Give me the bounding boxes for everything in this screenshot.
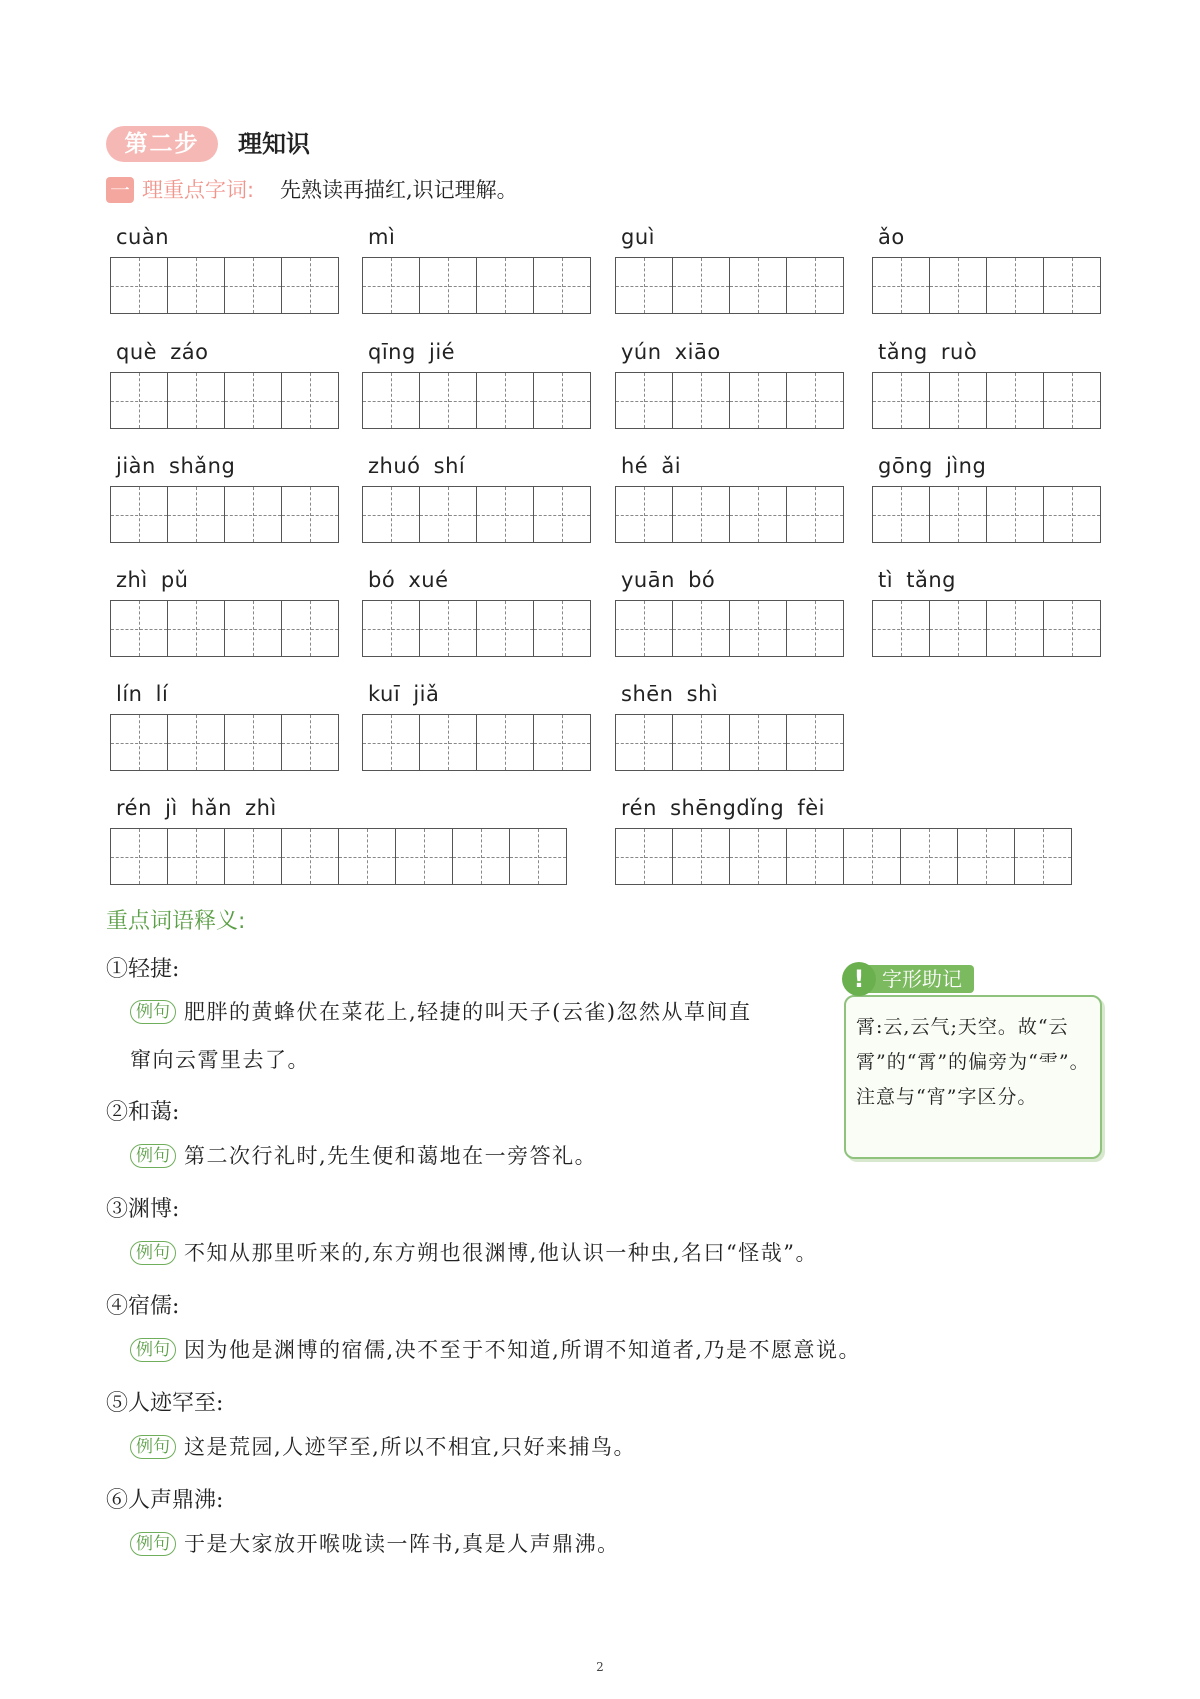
pinyin-label: què záo [116,340,209,364]
example-text: 这是荒园,人迹罕至,所以不相宜,只好来捕鸟。 [184,1435,637,1459]
example-text: 第二次行礼时,先生便和蔼地在一旁答礼。 [184,1144,598,1168]
section-instruction: 先熟读再描红,识记理解。 [280,178,518,202]
example-badge: 例句 [130,1338,176,1362]
pinyin-label: lín lí [116,682,169,706]
step-title: 理知识 [238,130,310,158]
pinyin-label: yún xiāo [621,340,721,364]
writing-grid[interactable] [615,257,844,314]
writing-grid[interactable] [110,600,339,657]
example-badge: 例句 [130,1000,176,1024]
writing-grid[interactable] [872,486,1101,543]
writing-grid[interactable] [615,372,844,429]
example-text: 于是大家放开喉咙读一阵书,真是人声鼎沸。 [184,1532,620,1556]
writing-grid[interactable] [362,257,591,314]
example-badge: 例句 [130,1144,176,1168]
pinyin-label: guì [621,225,655,249]
term-title: ①轻捷: [106,957,180,982]
term-title: ⑤人迹罕至: [106,1391,224,1416]
pinyin-label: ǎo [878,225,905,249]
tip-label: 字形助记 [860,965,974,993]
example-badge: 例句 [130,1532,176,1556]
pinyin-label: qīng jié [368,340,456,364]
example-badge: 例句 [130,1241,176,1265]
pinyin-label: rén shēngdǐng fèi [621,796,826,820]
writing-grid[interactable] [615,486,844,543]
writing-grid[interactable] [110,828,567,885]
pinyin-label: mì [368,225,396,249]
pinyin-label: bó xué [368,568,449,592]
example-text: 因为他是渊博的宿儒,决不至于不知道,所谓不知道者,乃是不愿意说。 [184,1338,862,1362]
writing-grid[interactable] [362,486,591,543]
example-sentence [130,1229,818,1277]
writing-grid[interactable] [110,372,339,429]
writing-grid[interactable] [362,372,591,429]
term-title: ⑥人声鼎沸: [106,1488,224,1513]
writing-grid[interactable] [110,486,339,543]
pinyin-label: hé ǎi [621,454,682,478]
term-title: ③渊博: [106,1197,180,1222]
pinyin-label: tǎng ruò [878,340,978,364]
pinyin-label: zhuó shí [368,454,466,478]
example-sentence [130,1520,620,1568]
writing-grid[interactable] [872,600,1101,657]
pinyin-label: rén jì hǎn zhì [116,796,277,820]
example-sentence [130,1423,636,1471]
example-text: 肥胖的黄蜂伏在菜花上,轻捷的叫天子(云雀)忽然从草间直 [184,1000,752,1024]
definitions-heading: 重点词语释义: [106,909,246,934]
writing-grid[interactable] [110,257,339,314]
term-title: ④宿儒: [106,1294,180,1319]
section-number: 一 [106,177,134,203]
example-text: 窜向云霄里去了。 [130,1048,310,1072]
pinyin-label: tì tǎng [878,568,956,592]
tip-header [842,962,974,996]
section-title: 理重点字词: [142,178,255,202]
pinyin-label: yuān bó [621,568,716,592]
pinyin-label: cuàn [116,225,170,249]
example-sentence [130,988,830,1084]
writing-grid[interactable] [872,372,1101,429]
pinyin-label: jiàn shǎng [116,454,236,478]
writing-grid[interactable] [615,600,844,657]
writing-grid[interactable] [110,714,339,771]
pinyin-label: shēn shì [621,682,719,706]
writing-grid[interactable] [615,828,1072,885]
writing-grid[interactable] [872,257,1101,314]
example-badge: 例句 [130,1435,176,1459]
tip-text: 霄:云,云气;天空。故“云霄”的“霄”的偏旁为“⻗”。注意与“宵”字区分。 [856,1016,1090,1108]
example-sentence [130,1132,597,1180]
writing-grid[interactable] [362,600,591,657]
exclamation-icon: ! [842,962,876,996]
example-text: 不知从那里听来的,东方朔也很渊博,他认识一种虫,名曰“怪哉”。 [184,1241,818,1265]
step-badge: 第二步 [106,126,218,162]
example-sentence [130,1326,861,1374]
pinyin-label: kuī jiǎ [368,682,440,706]
pinyin-label: gōng jìng [878,454,987,478]
page-number: 2 [596,1660,604,1674]
writing-grid[interactable] [615,714,844,771]
term-title: ②和蔼: [106,1100,180,1125]
pinyin-label: zhì pǔ [116,568,189,592]
writing-grid[interactable] [362,714,591,771]
